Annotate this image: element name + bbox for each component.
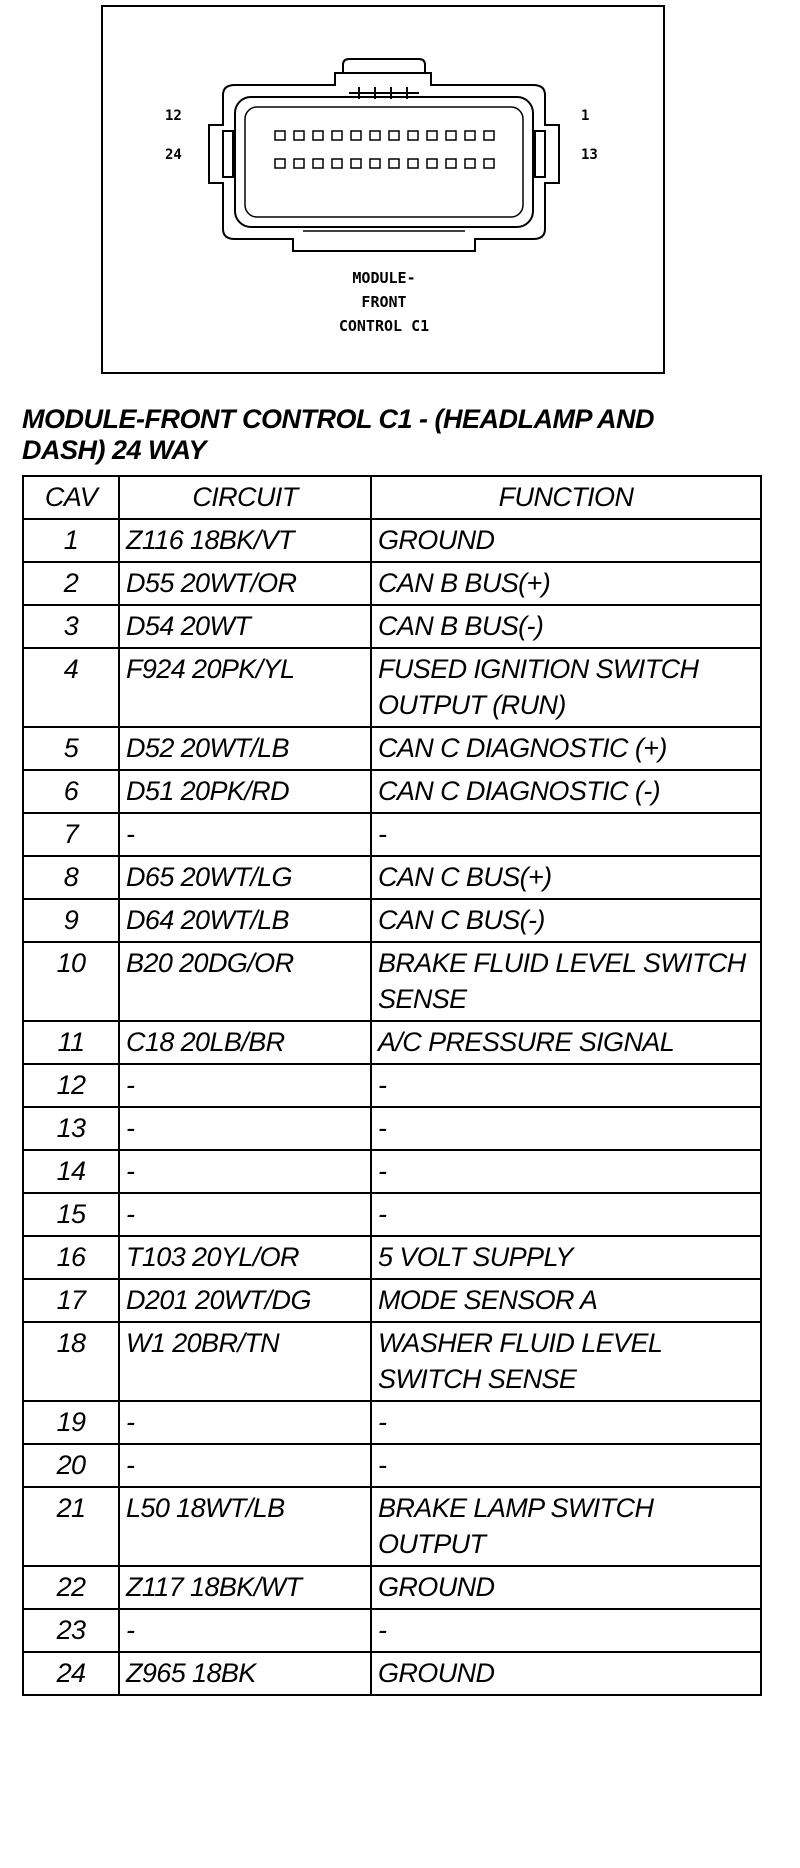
- table-row: [23, 727, 761, 770]
- table-row: [23, 770, 761, 813]
- pinout-table-body: [23, 519, 761, 1695]
- connector-cavity: [294, 159, 304, 168]
- connector-cavity: [446, 159, 456, 168]
- function-cell: BRAKE LAMP SWITCH OUTPUT: [371, 1487, 761, 1566]
- cav-cell: 21: [23, 1487, 119, 1566]
- function-cell: WASHER FLUID LEVEL SWITCH SENSE: [371, 1322, 761, 1401]
- table-row: [23, 1444, 761, 1487]
- function-cell: CAN B BUS(-): [371, 605, 761, 648]
- cav-cell: 20: [23, 1444, 119, 1487]
- table-row: [23, 1021, 761, 1064]
- connector-cavity: [313, 131, 323, 140]
- cav-cell: 16: [23, 1236, 119, 1279]
- header-cav: CAV: [23, 476, 119, 519]
- connector-cavity: [389, 159, 399, 168]
- cav-cell: 5: [23, 727, 119, 770]
- connector-diagram: [101, 5, 665, 374]
- connector-cavity: [370, 159, 380, 168]
- cav-cell: 9: [23, 899, 119, 942]
- table-row: [23, 1193, 761, 1236]
- connector-cavity: [332, 159, 342, 168]
- cav-cell: 2: [23, 562, 119, 605]
- table-row: [23, 1652, 761, 1695]
- connector-label-line-1: MODULE-: [352, 269, 416, 287]
- table-row: [23, 605, 761, 648]
- connector-cavity: [275, 159, 285, 168]
- function-cell: GROUND: [371, 1566, 761, 1609]
- connector-cavity: [427, 131, 437, 140]
- connector-cavity: [370, 131, 380, 140]
- connector-cavity: [465, 131, 475, 140]
- function-cell: CAN C DIAGNOSTIC (-): [371, 770, 761, 813]
- table-header-row: [23, 476, 761, 519]
- circuit-cell: D54 20WT: [119, 605, 371, 648]
- cav-cell: 13: [23, 1107, 119, 1150]
- cav-cell: 3: [23, 605, 119, 648]
- function-cell: A/C PRESSURE SIGNAL: [371, 1021, 761, 1064]
- connector-cavity: [313, 159, 323, 168]
- table-row: [23, 648, 761, 727]
- table-row: [23, 813, 761, 856]
- function-cell: -: [371, 1609, 761, 1652]
- circuit-cell: Z965 18BK: [119, 1652, 371, 1695]
- circuit-cell: -: [119, 1444, 371, 1487]
- table-row: [23, 562, 761, 605]
- cavity-grid: [275, 131, 494, 168]
- table-row: [23, 1064, 761, 1107]
- connector-cavity: [446, 131, 456, 140]
- table-row: [23, 1236, 761, 1279]
- circuit-cell: -: [119, 1107, 371, 1150]
- cav-cell: 22: [23, 1566, 119, 1609]
- table-row: [23, 1322, 761, 1401]
- connector-cavity: [408, 131, 418, 140]
- function-cell: CAN B BUS(+): [371, 562, 761, 605]
- function-cell: -: [371, 813, 761, 856]
- table-row: [23, 942, 761, 1021]
- circuit-cell: D64 20WT/LB: [119, 899, 371, 942]
- table-row: [23, 1107, 761, 1150]
- table-row: [23, 1487, 761, 1566]
- cav-cell: 8: [23, 856, 119, 899]
- connector-label-line-2: FRONT: [361, 293, 407, 311]
- connector-cavity: [484, 159, 494, 168]
- connector-cavity: [408, 159, 418, 168]
- table-row: [23, 1401, 761, 1444]
- cav-cell: 24: [23, 1652, 119, 1695]
- cav-cell: 23: [23, 1609, 119, 1652]
- circuit-cell: T103 20YL/OR: [119, 1236, 371, 1279]
- circuit-cell: L50 18WT/LB: [119, 1487, 371, 1566]
- cav-cell: 14: [23, 1150, 119, 1193]
- connector-cavity: [351, 159, 361, 168]
- header-circuit: CIRCUIT: [119, 476, 371, 519]
- circuit-cell: Z116 18BK/VT: [119, 519, 371, 562]
- function-cell: GROUND: [371, 519, 761, 562]
- circuit-cell: D201 20WT/DG: [119, 1279, 371, 1322]
- function-cell: CAN C BUS(+): [371, 856, 761, 899]
- table-row: [23, 899, 761, 942]
- connector-cavity: [275, 131, 285, 140]
- circuit-cell: -: [119, 1064, 371, 1107]
- connector-cavity: [332, 131, 342, 140]
- function-cell: -: [371, 1444, 761, 1487]
- connector-outline: [103, 7, 663, 372]
- cav-cell: 18: [23, 1322, 119, 1401]
- circuit-cell: -: [119, 1150, 371, 1193]
- pin-label-13: 13: [581, 147, 598, 163]
- circuit-cell: -: [119, 813, 371, 856]
- circuit-cell: -: [119, 1193, 371, 1236]
- function-cell: -: [371, 1107, 761, 1150]
- table-row: [23, 1150, 761, 1193]
- cav-cell: 6: [23, 770, 119, 813]
- cav-cell: 7: [23, 813, 119, 856]
- table-row: [23, 856, 761, 899]
- cav-cell: 12: [23, 1064, 119, 1107]
- function-cell: CAN C DIAGNOSTIC (+): [371, 727, 761, 770]
- function-cell: -: [371, 1193, 761, 1236]
- circuit-cell: D51 20PK/RD: [119, 770, 371, 813]
- connector-cavity: [465, 159, 475, 168]
- circuit-cell: -: [119, 1609, 371, 1652]
- connector-cavity: [351, 131, 361, 140]
- function-cell: CAN C BUS(-): [371, 899, 761, 942]
- function-cell: -: [371, 1064, 761, 1107]
- cav-cell: 11: [23, 1021, 119, 1064]
- function-cell: 5 VOLT SUPPLY: [371, 1236, 761, 1279]
- circuit-cell: -: [119, 1401, 371, 1444]
- section-title: MODULE-FRONT CONTROL C1 - (HEADLAMP AND DASH) 24 WAY: [22, 404, 654, 465]
- cav-cell: 10: [23, 942, 119, 1021]
- cav-cell: 15: [23, 1193, 119, 1236]
- table-row: [23, 519, 761, 562]
- circuit-cell: Z117 18BK/WT: [119, 1566, 371, 1609]
- pinout-table: [22, 475, 762, 1696]
- cav-cell: 4: [23, 648, 119, 727]
- circuit-cell: F924 20PK/YL: [119, 648, 371, 727]
- table-row: [23, 1609, 761, 1652]
- circuit-cell: D65 20WT/LG: [119, 856, 371, 899]
- cav-cell: 17: [23, 1279, 119, 1322]
- circuit-cell: B20 20DG/OR: [119, 942, 371, 1021]
- connector-cavity: [389, 131, 399, 140]
- circuit-cell: D55 20WT/OR: [119, 562, 371, 605]
- function-cell: -: [371, 1150, 761, 1193]
- connector-cavity: [484, 131, 494, 140]
- table-row: [23, 1566, 761, 1609]
- table-row: [23, 1279, 761, 1322]
- function-cell: FUSED IGNITION SWITCH OUTPUT (RUN): [371, 648, 761, 727]
- function-cell: BRAKE FLUID LEVEL SWITCH SENSE: [371, 942, 761, 1021]
- cav-cell: 19: [23, 1401, 119, 1444]
- connector-label-line-3: CONTROL C1: [338, 317, 430, 335]
- circuit-cell: C18 20LB/BR: [119, 1021, 371, 1064]
- function-cell: MODE SENSOR A: [371, 1279, 761, 1322]
- pin-label-12: 12: [165, 108, 182, 124]
- pin-label-24: 24: [165, 147, 182, 163]
- function-cell: -: [371, 1401, 761, 1444]
- pin-label-1: 1: [581, 108, 590, 124]
- connector-cavity: [427, 159, 437, 168]
- circuit-cell: W1 20BR/TN: [119, 1322, 371, 1401]
- connector-cavity: [294, 131, 304, 140]
- header-function: FUNCTION: [371, 476, 761, 519]
- circuit-cell: D52 20WT/LB: [119, 727, 371, 770]
- function-cell: GROUND: [371, 1652, 761, 1695]
- cav-cell: 1: [23, 519, 119, 562]
